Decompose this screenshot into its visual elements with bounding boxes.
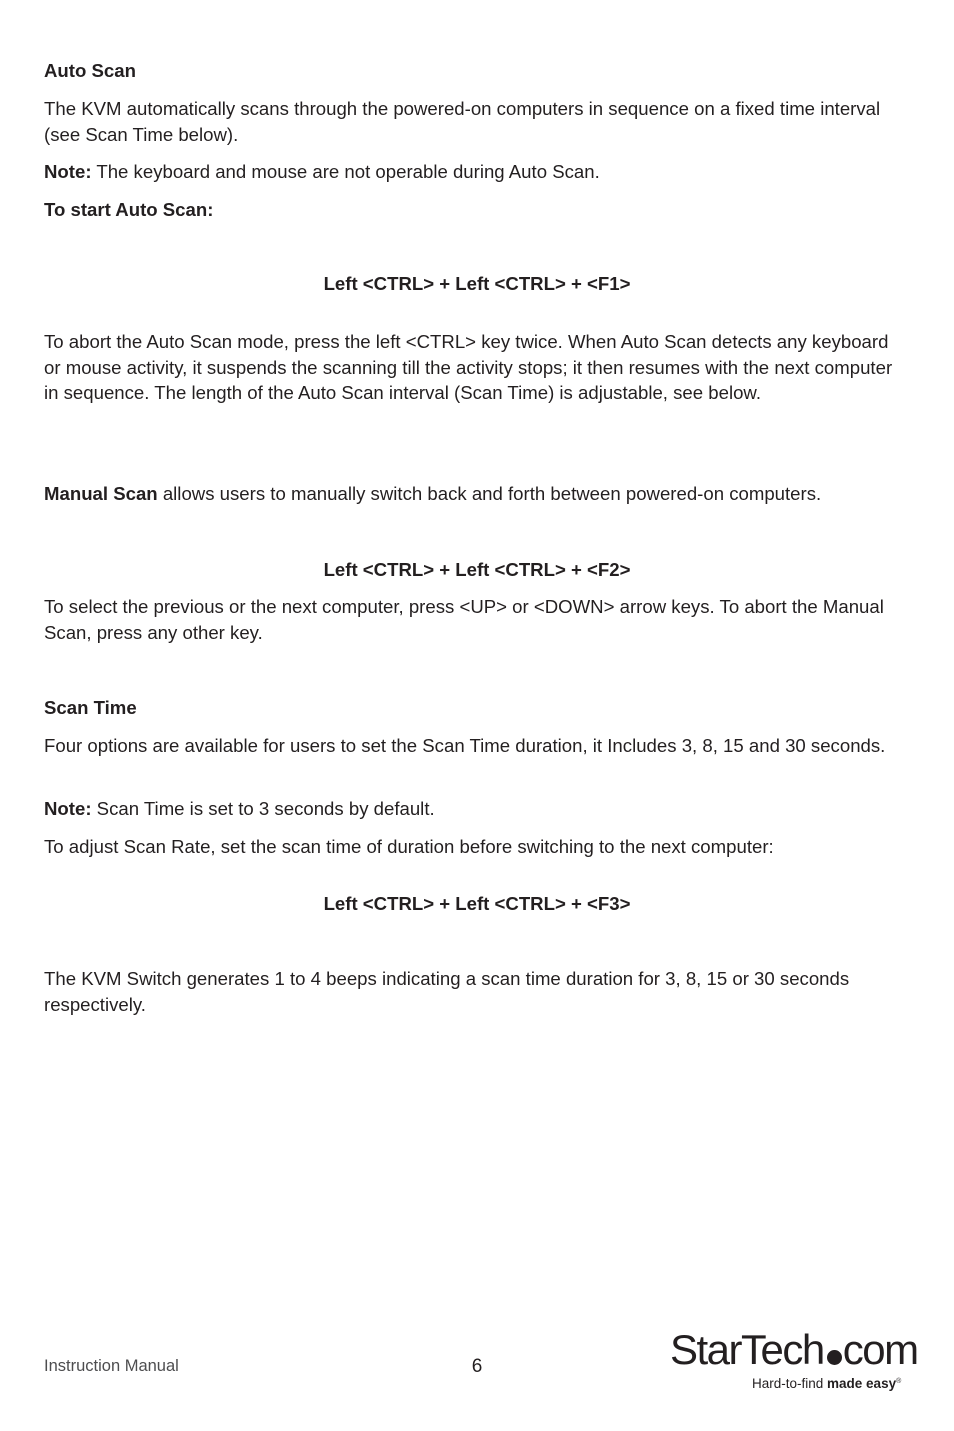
tagline-plain: Hard-to-find <box>752 1376 828 1391</box>
manual-scan-hotkey: Left <CTRL> + Left <CTRL> + <F2> <box>323 559 631 580</box>
scan-time-hotkey: Left <CTRL> + Left <CTRL> + <F3> <box>323 893 631 914</box>
scan-time-description: Four options are available for users to set the Scan Time duration, it Includes 3, 8, 15 and 30 seconds. <box>44 735 886 756</box>
manual-scan-text: allows users to manually switch back and forth between powered-on computers. <box>157 483 822 504</box>
registered-mark: ® <box>896 1378 902 1385</box>
scan-time-note <box>44 796 910 822</box>
startech-logo <box>668 1324 918 1400</box>
manual-scan-paragraph <box>44 481 910 507</box>
auto-scan-note <box>44 159 910 185</box>
footer-doc-title: Instruction Manual <box>44 1357 179 1375</box>
scan-time-heading: Scan Time <box>44 697 137 718</box>
page-number: 6 <box>471 1356 483 1377</box>
logo-wordmark <box>670 1324 918 1376</box>
auto-scan-description: The KVM automatically scans through the powered-on computers in sequence on a fixed time interval (see Scan Time below). <box>44 98 881 145</box>
tagline-bold: made easy <box>827 1376 897 1391</box>
beeps-text: The KVM Switch generates 1 to 4 beeps indicating a scan time duration for 3, 8, 15 or 30 seconds respectively. <box>44 968 850 1015</box>
auto-scan-hotkey: Left <CTRL> + Left <CTRL> + <F1> <box>323 273 631 294</box>
note-label: Note: <box>44 161 92 182</box>
auto-scan-heading: Auto Scan <box>44 60 136 81</box>
logo-tagline <box>752 1376 901 1391</box>
note-text: Scan Time is set to 3 seconds by default. <box>91 798 435 819</box>
manual-scan-label: Manual Scan <box>44 483 158 504</box>
scan-rate-adjust-text: To adjust Scan Rate, set the scan time of duration before switching to the next computer: <box>44 836 774 857</box>
start-auto-scan-heading: To start Auto Scan: <box>44 199 214 220</box>
logo-dot-icon <box>827 1350 842 1365</box>
note-label: Note: <box>44 798 92 819</box>
logo-wordmark-part2: com <box>842 1326 918 1373</box>
note-text: The keyboard and mouse are not operable during Auto Scan. <box>91 161 600 182</box>
logo-wordmark-part1: StarTech <box>670 1326 824 1373</box>
auto-scan-abort-text: To abort the Auto Scan mode, press the left <CTRL> key twice. When Auto Scan detects any keyboard or mouse activity, it suspends the scanning till the activity stops; it then resumes with the next computer in sequence. The length of the Auto Scan interval (Scan Time) is adjustable, see below. <box>44 331 893 403</box>
manual-scan-instructions: To select the previous or the next computer, press <UP> or <DOWN> arrow keys. To abort the Manual Scan, press any other key. <box>44 596 884 643</box>
